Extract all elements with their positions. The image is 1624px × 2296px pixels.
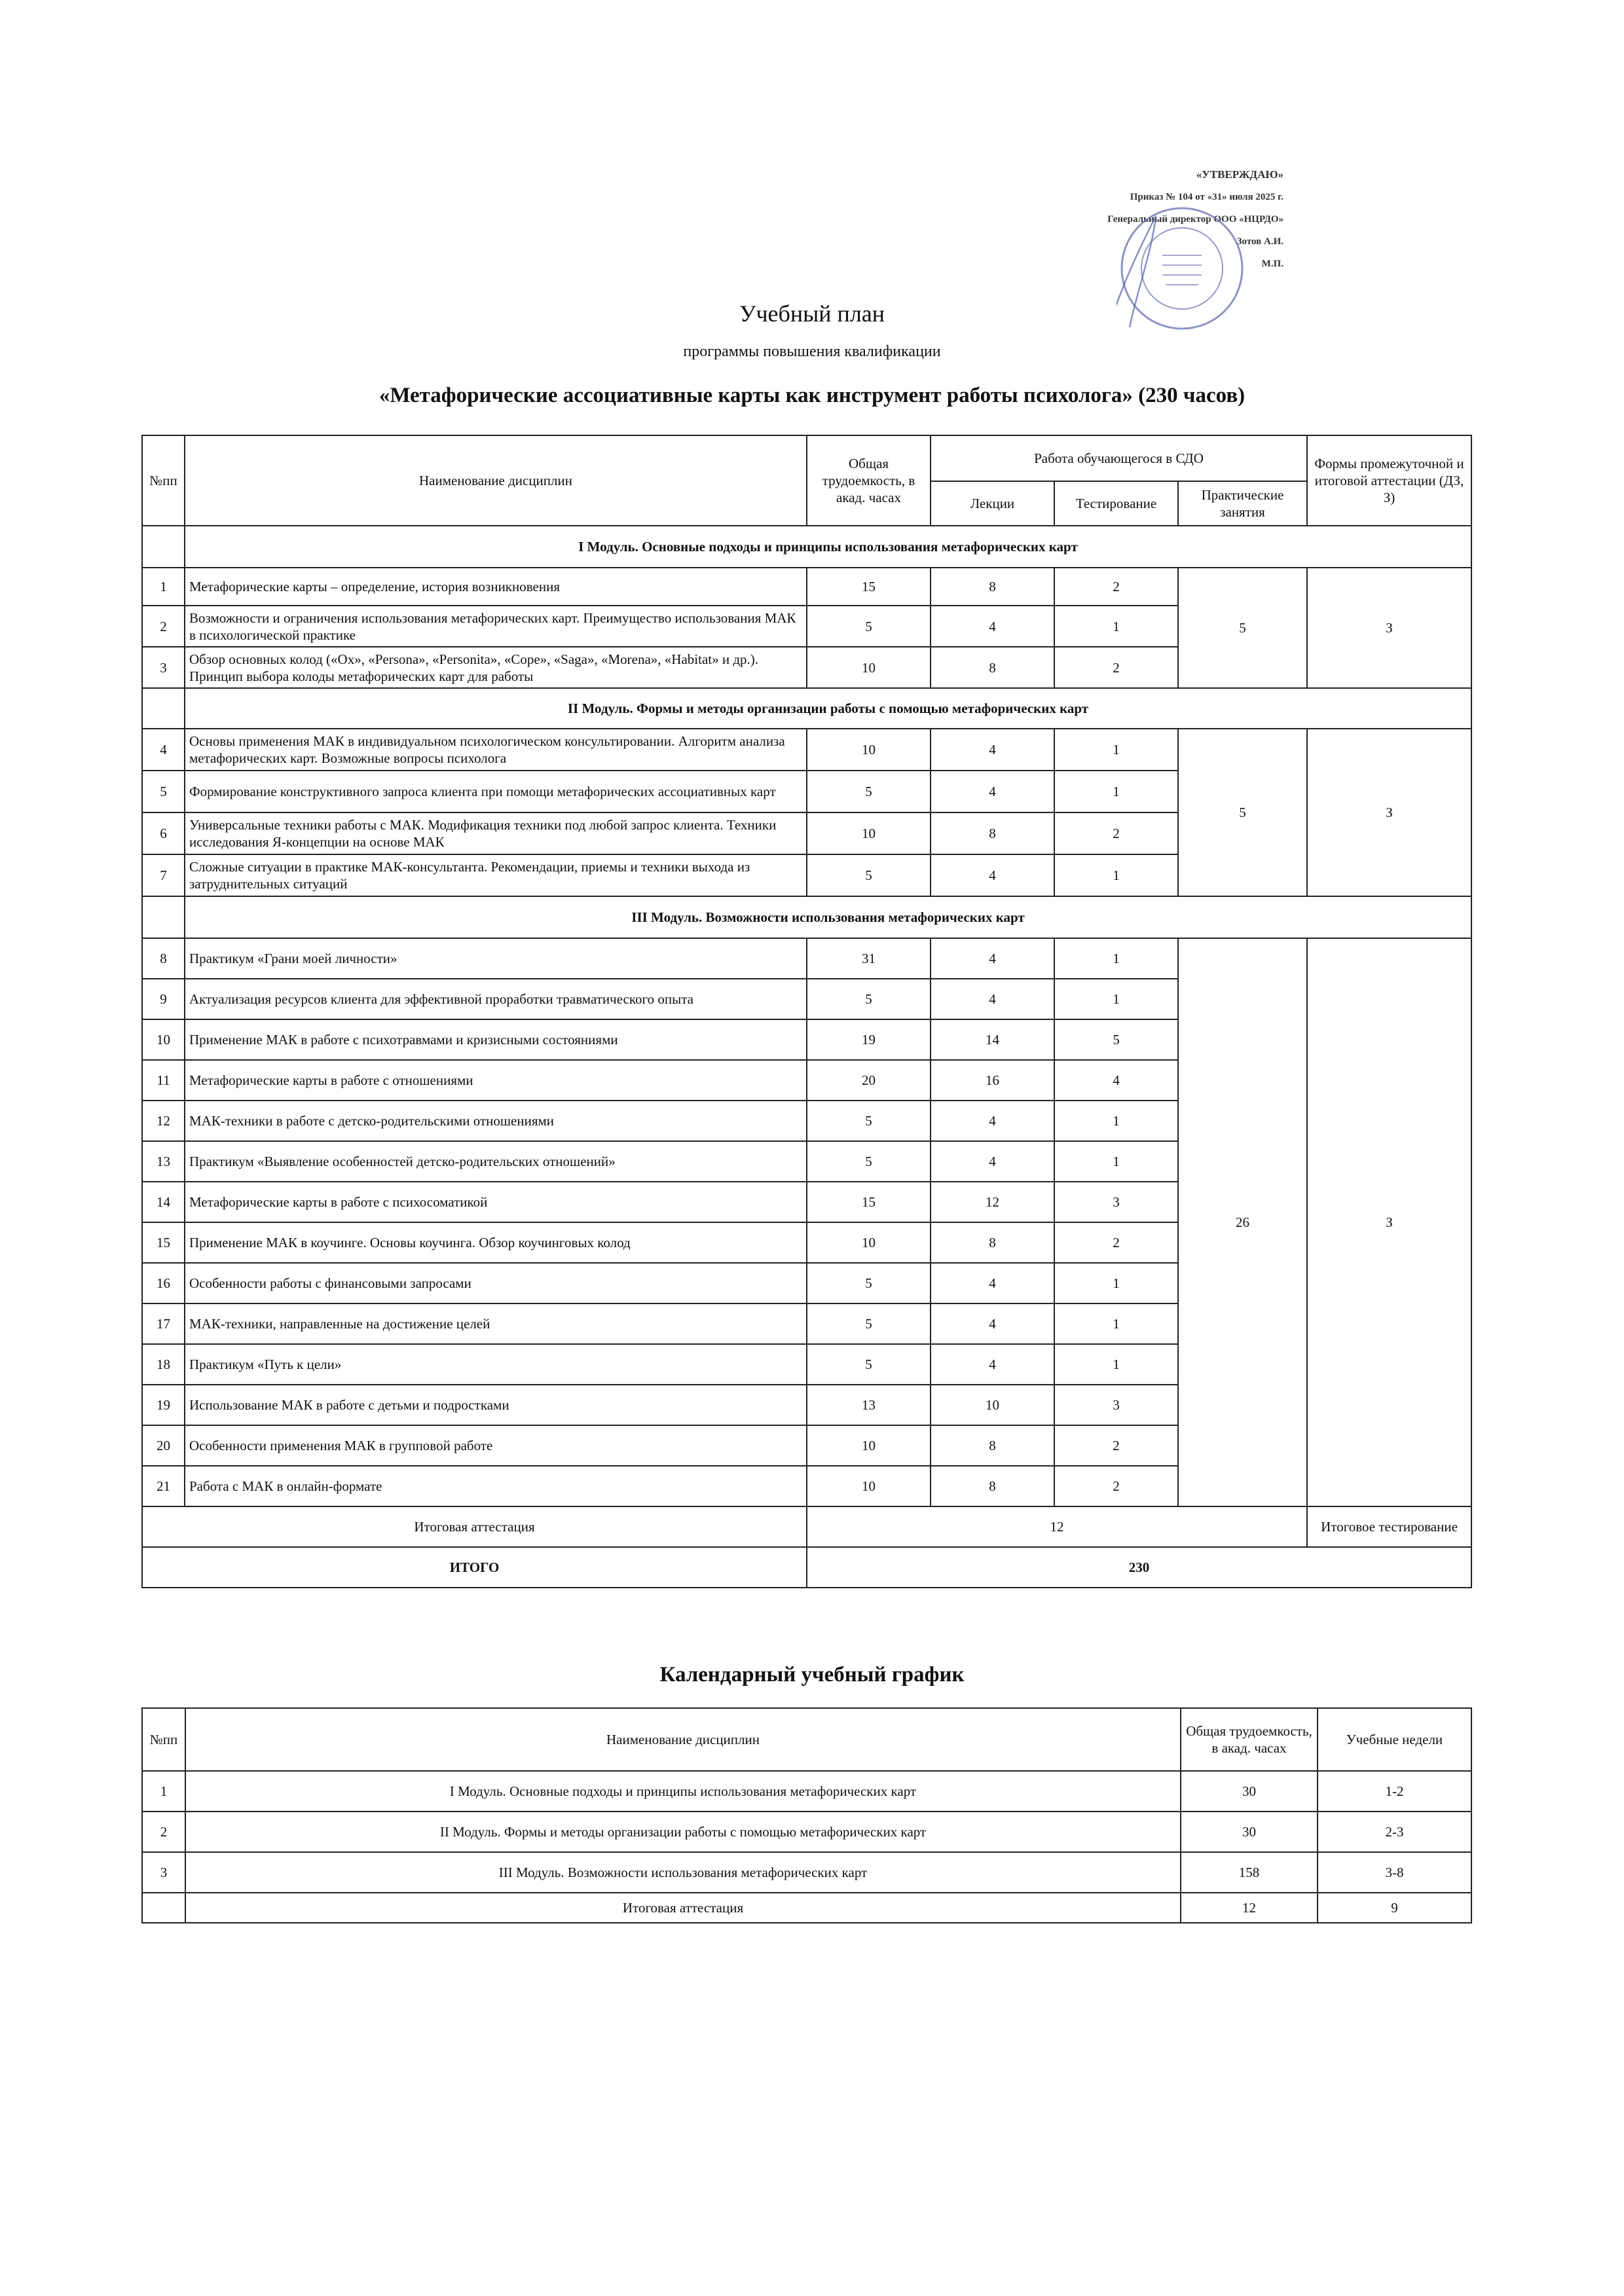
header-lectures: Лекции [931, 481, 1054, 526]
final-label: Итоговая аттестация [142, 1506, 807, 1547]
row-testing: 2 [1054, 568, 1178, 606]
row-testing: 1 [1054, 1344, 1178, 1385]
sched-name: Итоговая аттестация [185, 1893, 1181, 1923]
total-row [142, 1547, 1471, 1588]
empty-cell [142, 688, 185, 729]
row-total: 13 [807, 1385, 931, 1425]
row-total: 15 [807, 1182, 931, 1222]
table-row [142, 568, 1471, 606]
total-hours: 230 [807, 1547, 1471, 1588]
row-lectures: 16 [931, 1060, 1054, 1101]
table-row [142, 1812, 1471, 1852]
row-name: Сложные ситуации в практике МАК-консультанта. Рекомендации, приемы и техники выхода из затруднительных ситуаций [185, 854, 807, 896]
row-testing: 4 [1054, 1060, 1178, 1101]
schedule-table [141, 1707, 1472, 1923]
module-form: З [1307, 938, 1471, 1506]
row-name: Особенности работы с финансовыми запросами [185, 1263, 807, 1303]
row-name: МАК-техники в работе с детско-родительскими отношениями [185, 1101, 807, 1141]
row-name: Обзор основных колод («Ох», «Persona», «Personita», «Соре», «Saga», «Morena», «Habitat» и др.). Принцип выбора колоды метафорических карт для работы [185, 647, 807, 688]
row-name: Основы применения МАК в индивидуальном психологическом консультировании. Алгоритм анализа метафорических карт. Возможные вопросы психолога [185, 729, 807, 771]
row-total: 10 [807, 729, 931, 771]
row-num: 17 [142, 1303, 185, 1344]
row-num: 4 [142, 729, 185, 771]
row-num: 9 [142, 979, 185, 1019]
table-row [142, 938, 1471, 979]
row-name: Применение МАК в коучинге. Основы коучинга. Обзор коучинговых колод [185, 1222, 807, 1263]
module-form: З [1307, 729, 1471, 896]
row-name: Метафорические карты в работе с отношениями [185, 1060, 807, 1101]
row-name: Применение МАК в работе с психотравмами и кризисными состояниями [185, 1019, 807, 1060]
row-num: 8 [142, 938, 185, 979]
sched-num [142, 1893, 185, 1923]
page-title: Учебный план [739, 301, 885, 327]
row-testing: 2 [1054, 1222, 1178, 1263]
row-total: 10 [807, 1466, 931, 1506]
sched-num: 1 [142, 1771, 185, 1812]
header-practice: Практические занятия [1178, 481, 1307, 526]
row-name: Метафорические карты – определение, история возникновения [185, 568, 807, 606]
row-testing: 2 [1054, 1466, 1178, 1506]
total-label: ИТОГО [142, 1547, 807, 1588]
row-name: Работа с МАК в онлайн-формате [185, 1466, 807, 1506]
approval-title: «УТВЕРЖДАЮ» [1196, 168, 1283, 181]
module-title: II Модуль. Формы и методы организации работы с помощью метафорических карт [185, 688, 1471, 729]
row-total: 15 [807, 568, 931, 606]
row-testing: 1 [1054, 771, 1178, 812]
row-lectures: 10 [931, 1385, 1054, 1425]
module-title: I Модуль. Основные подходы и принципы использования метафорических карт [185, 526, 1471, 568]
row-lectures: 4 [931, 979, 1054, 1019]
row-name: Практикум «Грани моей личности» [185, 938, 807, 979]
sched-num: 3 [142, 1852, 185, 1893]
sched-num: 2 [142, 1812, 185, 1852]
row-total: 5 [807, 1303, 931, 1344]
header-testing: Тестирование [1054, 481, 1178, 526]
row-lectures: 8 [931, 1466, 1054, 1506]
row-total: 20 [807, 1060, 931, 1101]
sched-header-name: Наименование дисциплин [185, 1708, 1181, 1771]
row-num: 21 [142, 1466, 185, 1506]
table-row [142, 1893, 1471, 1923]
row-lectures: 14 [931, 1019, 1054, 1060]
row-lectures: 4 [931, 1303, 1054, 1344]
module-form: З [1307, 568, 1471, 688]
row-num: 11 [142, 1060, 185, 1101]
row-total: 31 [807, 938, 931, 979]
row-testing: 1 [1054, 606, 1178, 647]
sched-weeks: 3-8 [1318, 1852, 1471, 1893]
row-testing: 5 [1054, 1019, 1178, 1060]
row-name: МАК-техники, направленные на достижение целей [185, 1303, 807, 1344]
sched-total: 158 [1181, 1852, 1318, 1893]
sched-header-weeks: Учебные недели [1318, 1708, 1471, 1771]
row-name: Метафорические карты в работе с психосоматикой [185, 1182, 807, 1222]
row-lectures: 8 [931, 812, 1054, 854]
row-lectures: 8 [931, 1222, 1054, 1263]
row-testing: 1 [1054, 1263, 1178, 1303]
header-total: Общая трудоемкость, в акад. часах [807, 435, 931, 526]
row-lectures: 8 [931, 568, 1054, 606]
row-lectures: 4 [931, 1263, 1054, 1303]
row-name: Формирование конструктивного запроса клиента при помощи метафорических ассоциативных карт [185, 771, 807, 812]
approval-signatory: Зотов А.И. [1236, 236, 1283, 247]
row-total: 10 [807, 1425, 931, 1466]
row-total: 5 [807, 1344, 931, 1385]
row-testing: 2 [1054, 812, 1178, 854]
row-testing: 2 [1054, 1425, 1178, 1466]
row-total: 5 [807, 606, 931, 647]
row-testing: 1 [1054, 1141, 1178, 1182]
sched-total: 30 [1181, 1812, 1318, 1852]
module-title: III Модуль. Возможности использования метафорических карт [185, 896, 1471, 938]
row-num: 19 [142, 1385, 185, 1425]
curriculum-table [141, 435, 1472, 1588]
row-lectures: 4 [931, 854, 1054, 896]
row-testing: 1 [1054, 938, 1178, 979]
sched-header-num: №пп [142, 1708, 185, 1771]
sched-header-total: Общая трудоемкость, в акад. часах [1181, 1708, 1318, 1771]
row-total: 10 [807, 1222, 931, 1263]
row-total: 19 [807, 1019, 931, 1060]
row-num: 7 [142, 854, 185, 896]
row-total: 5 [807, 1141, 931, 1182]
row-num: 5 [142, 771, 185, 812]
row-num: 1 [142, 568, 185, 606]
row-num: 20 [142, 1425, 185, 1466]
row-lectures: 12 [931, 1182, 1054, 1222]
sched-weeks: 1-2 [1318, 1771, 1471, 1812]
row-lectures: 4 [931, 606, 1054, 647]
row-total: 5 [807, 1263, 931, 1303]
sched-name: II Модуль. Формы и методы организации работы с помощью метафорических карт [185, 1812, 1181, 1852]
row-num: 16 [142, 1263, 185, 1303]
schedule-title: Календарный учебный график [659, 1663, 965, 1686]
final-row [142, 1506, 1471, 1547]
row-testing: 3 [1054, 1385, 1178, 1425]
sched-total: 12 [1181, 1893, 1318, 1923]
row-num: 14 [142, 1182, 185, 1222]
row-testing: 1 [1054, 1101, 1178, 1141]
approval-order: Приказ № 104 от «31» июля 2025 г. [1130, 192, 1283, 202]
row-lectures: 4 [931, 1344, 1054, 1385]
row-name: Актуализация ресурсов клиента для эффективной проработки травматического опыта [185, 979, 807, 1019]
header-work: Работа обучающегося в СДО [931, 435, 1307, 481]
table-row [142, 729, 1471, 771]
row-lectures: 4 [931, 729, 1054, 771]
row-total: 10 [807, 647, 931, 688]
row-name: Практикум «Выявление особенностей детско-родительских отношений» [185, 1141, 807, 1182]
approval-position: Генеральный директор ООО «НЦРДО» [1107, 214, 1283, 225]
sched-name: I Модуль. Основные подходы и принципы использования метафорических карт [185, 1771, 1181, 1812]
sched-total: 30 [1181, 1771, 1318, 1812]
module-practice: 5 [1178, 729, 1307, 896]
row-name: Использование МАК в работе с детьми и подростками [185, 1385, 807, 1425]
module-practice: 26 [1178, 938, 1307, 1506]
row-lectures: 8 [931, 1425, 1054, 1466]
table-row [142, 1771, 1471, 1812]
row-testing: 1 [1054, 729, 1178, 771]
sched-weeks: 9 [1318, 1893, 1471, 1923]
row-total: 10 [807, 812, 931, 854]
header-num: №пп [142, 435, 185, 526]
sched-weeks: 2-3 [1318, 1812, 1471, 1852]
sched-name: III Модуль. Возможности использования метафорических карт [185, 1852, 1181, 1893]
row-total: 5 [807, 1101, 931, 1141]
header-forms: Формы промежуточной и итоговой аттестации (ДЗ, З) [1307, 435, 1471, 526]
program-title: «Метафорические ассоциативные карты как инструмент работы психолога» (230 часов) [378, 384, 1246, 407]
module-practice: 5 [1178, 568, 1307, 688]
row-num: 10 [142, 1019, 185, 1060]
row-num: 2 [142, 606, 185, 647]
row-total: 5 [807, 979, 931, 1019]
row-lectures: 4 [931, 1101, 1054, 1141]
row-lectures: 4 [931, 771, 1054, 812]
row-num: 15 [142, 1222, 185, 1263]
row-lectures: 4 [931, 938, 1054, 979]
final-form: Итоговое тестирование [1307, 1506, 1471, 1547]
row-num: 12 [142, 1101, 185, 1141]
row-name: Практикум «Путь к цели» [185, 1344, 807, 1385]
row-name: Особенности применения МАК в групповой работе [185, 1425, 807, 1466]
final-hours: 12 [807, 1506, 1307, 1547]
row-testing: 2 [1054, 647, 1178, 688]
row-total: 5 [807, 771, 931, 812]
row-total: 5 [807, 854, 931, 896]
row-lectures: 8 [931, 647, 1054, 688]
row-name: Возможности и ограничения использования метафорических карт. Преимущество использования МАК в психологической практике [185, 606, 807, 647]
header-name: Наименование дисциплин [185, 435, 807, 526]
empty-cell [142, 526, 185, 568]
page-subtitle: программы повышения квалификации [683, 343, 941, 360]
row-lectures: 4 [931, 1141, 1054, 1182]
approval-seal-label: М.П. [1261, 259, 1283, 269]
row-testing: 1 [1054, 1303, 1178, 1344]
empty-cell [142, 896, 185, 938]
table-row [142, 1852, 1471, 1893]
row-testing: 3 [1054, 1182, 1178, 1222]
row-num: 6 [142, 812, 185, 854]
row-num: 13 [142, 1141, 185, 1182]
row-num: 18 [142, 1344, 185, 1385]
row-testing: 1 [1054, 854, 1178, 896]
row-num: 3 [142, 647, 185, 688]
row-testing: 1 [1054, 979, 1178, 1019]
row-name: Универсальные техники работы с МАК. Модификация техники под любой запрос клиента. Техники исследования Я-концепции на основе МАК [185, 812, 807, 854]
